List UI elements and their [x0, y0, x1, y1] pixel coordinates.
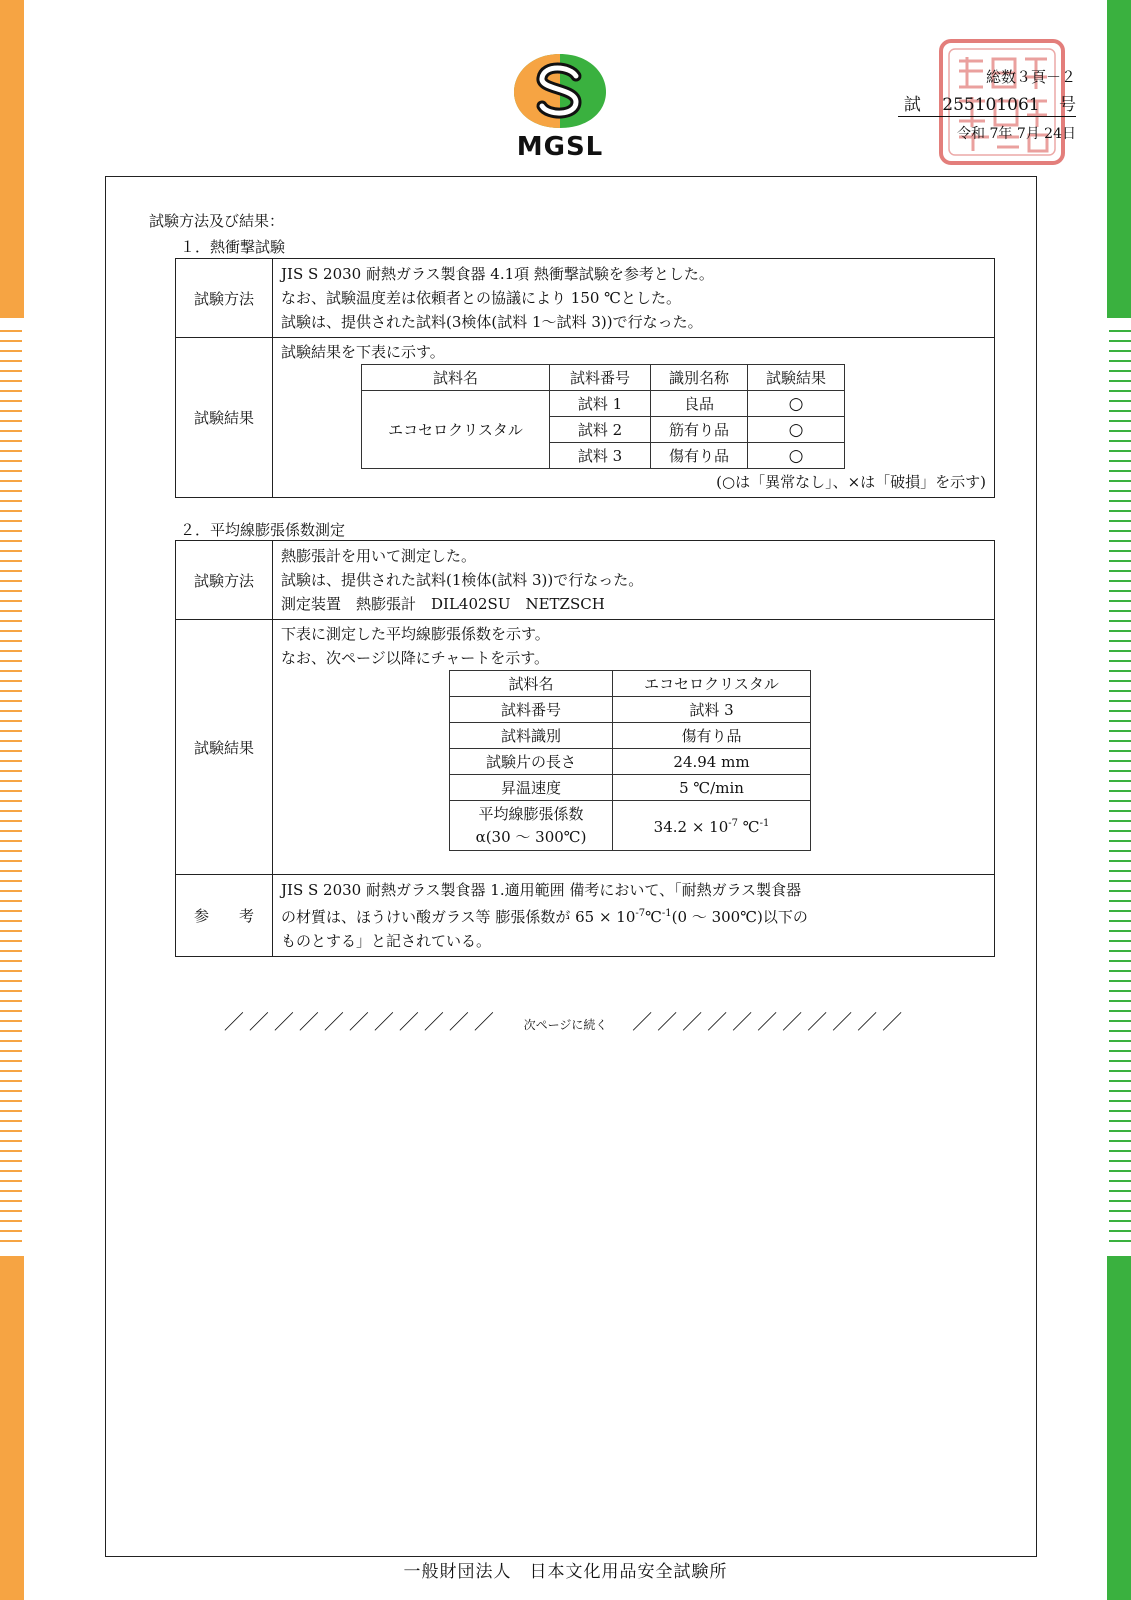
sample-id-name: 傷有り品	[651, 443, 748, 469]
sample-number: 試料 2	[550, 417, 651, 443]
test-number: 255101061	[942, 95, 1040, 115]
page-count: 総数３頁－２	[985, 68, 1076, 86]
expansion-results-table	[449, 670, 811, 851]
logo-wordmark: MGSL	[516, 132, 604, 162]
test-number-line	[898, 90, 1076, 117]
result-line: なお、次ページ以降にチャートを示す。	[281, 649, 550, 667]
reference-unit: ℃	[645, 908, 662, 926]
coefficient-label	[450, 801, 613, 851]
sample-id-name: 筋有り品	[651, 417, 748, 443]
col-header: 試験結果	[748, 365, 845, 391]
table-row	[450, 775, 811, 801]
left-color-band	[0, 0, 24, 1600]
col-header: 試料名	[362, 365, 550, 391]
reference-line: ものとする」と記されている。	[281, 932, 492, 950]
slash-rule-right: ／／／／／／／／／／／	[632, 1010, 908, 1034]
method-content	[273, 541, 995, 620]
sample-result: ○	[748, 417, 845, 443]
coefficient-range: α(30 ～ 300℃)	[475, 827, 587, 846]
method-line: 熱膨張計を用いて測定した。	[281, 547, 477, 565]
table-row	[450, 749, 811, 775]
table-row	[450, 801, 811, 851]
method-content	[273, 259, 995, 338]
footer-organization: 一般財団法人 日本文化用品安全試験所	[403, 1562, 728, 1582]
document-reference	[898, 66, 1076, 143]
issue-date: 令和 7年 7月 24日	[957, 126, 1076, 142]
continuation-message: 次ページに続く	[523, 1018, 608, 1032]
reference-exponent: -7	[635, 908, 646, 919]
result-content	[273, 338, 995, 498]
method-line: JIS S 2030 耐熱ガラス製食器 4.1項 熱衝撃試験を参考とした。	[281, 265, 714, 283]
reference-unit-exponent: -1	[661, 908, 672, 919]
section2-title: ２．平均線膨張係数測定	[180, 521, 346, 539]
coefficient-number: 34.2 × 10	[653, 818, 729, 836]
test-suffix: 号	[1059, 95, 1076, 115]
row-value: 傷有り品	[613, 723, 811, 749]
row-label: 昇温速度	[450, 775, 613, 801]
sample-id-name: 良品	[651, 391, 748, 417]
reference-content	[273, 875, 995, 957]
reference-text: の材質は、ほうけい酸ガラス等 膨張係数が 65 × 10	[281, 908, 636, 926]
method-label: 試験方法	[176, 259, 273, 338]
thermal-results-table	[361, 364, 845, 469]
sample-name: エコセロクリスタル	[362, 391, 550, 469]
continuation-marker	[0, 1006, 1131, 1035]
expansion-table	[175, 540, 995, 957]
coefficient-value	[613, 801, 811, 851]
result-label: 試験結果	[176, 338, 273, 498]
result-legend-note: (○は「異常なし」、×は「破損」を示す)	[716, 473, 986, 491]
coefficient-unit: ℃	[742, 818, 760, 836]
table-row	[450, 723, 811, 749]
test-prefix: 試	[903, 95, 921, 115]
sample-number: 試料 3	[550, 443, 651, 469]
methods-heading: 試験方法及び結果：	[149, 212, 285, 230]
method-line: なお、試験温度差は依頼者との協議により 150 ℃とした。	[281, 289, 681, 307]
reference-line	[281, 902, 986, 929]
row-label: 試料名	[450, 671, 613, 697]
result-intro: 試験結果を下表に示す。	[281, 343, 445, 361]
table-row	[450, 671, 811, 697]
result-content	[273, 620, 995, 875]
coefficient-label-line: 平均線膨張係数	[478, 804, 584, 823]
row-label: 試料番号	[450, 697, 613, 723]
method-label: 試験方法	[176, 541, 273, 620]
result-line: 下表に測定した平均線膨張係数を示す。	[281, 625, 550, 643]
row-label: 試料識別	[450, 723, 613, 749]
mgsl-logo	[510, 50, 610, 162]
row-value: 24.94 mm	[613, 749, 811, 775]
col-header: 識別名称	[651, 365, 748, 391]
slash-rule-left: ／／／／／／／／／／／	[223, 1010, 499, 1034]
reference-label: 参 考	[176, 875, 273, 957]
row-label: 試験片の長さ	[450, 749, 613, 775]
row-value: エコセロクリスタル	[613, 671, 811, 697]
reference-text: (0 ～ 300℃)以下の	[671, 908, 808, 926]
sample-number: 試料 1	[550, 391, 651, 417]
sample-result: ○	[748, 443, 845, 469]
method-line: 試験は、提供された試料(1検体(試料 3))で行なった。	[281, 571, 644, 589]
row-value: 5 ℃/min	[613, 775, 811, 801]
logo-emblem-icon	[510, 50, 610, 132]
result-label: 試験結果	[176, 620, 273, 875]
section1-title: １．熱衝撃試験	[180, 238, 286, 256]
coefficient-unit-exponent: -1	[759, 818, 770, 829]
method-line: 測定装置 熱膨張計 DIL402SU NETZSCH	[281, 595, 605, 613]
row-value: 試料 3	[613, 697, 811, 723]
method-line: 試験は、提供された試料(3検体(試料 1～試料 3))で行なった。	[281, 313, 703, 331]
thermal-shock-table	[175, 258, 995, 498]
reference-line: JIS S 2030 耐熱ガラス製食器 1.適用範囲 備考において、「耐熱ガラス製食器	[281, 881, 802, 899]
coefficient-exponent: -7	[728, 818, 739, 829]
right-color-band	[1107, 0, 1131, 1600]
sample-result: ○	[748, 391, 845, 417]
table-row	[450, 697, 811, 723]
table-row	[362, 391, 845, 417]
col-header: 試料番号	[550, 365, 651, 391]
